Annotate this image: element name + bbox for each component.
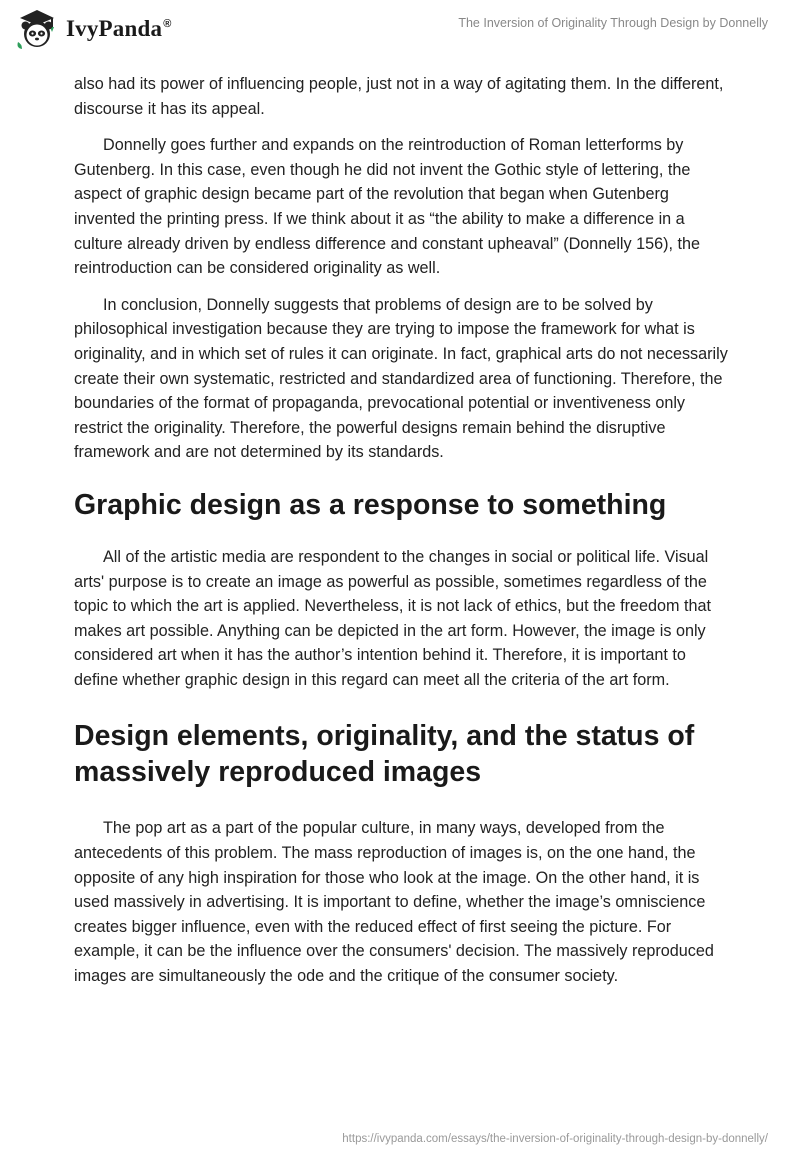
paragraph-artistic-media: All of the artistic media are respondent to the changes in social or political life. Visual arts' purpose is to create an image as powerful as possible, sometimes regardless of the topic to which the art is applied. Nevertheless, it is not lack of ethics, but the freedom that makes art possible. Anything can be depicted in the art form. However, the image is only considered art when it has the author’s intention behind it. Therefore, it is important to define whether graphic design in this regard can meet all the criteria of the art form. [74, 547, 712, 689]
paragraph-conclusion: In conclusion, Donnelly suggests that problems of design are to be solved by philosophical investigation because they are trying to impose the framework for what is originality, and in which set of rules it can originate. In fact, graphical arts do not necessarily create their own systematic, restricted and standardized area of functioning. Therefore, the boundaries of the format of propaganda, prevocational potential or inventiveness only restrict the originality. Therefore, the powerful designs remain behind the disruptive framework and are not determined by its standards. [74, 295, 728, 462]
panda-graduation-cap-icon [14, 8, 60, 50]
brand-name: IvyPanda® [66, 16, 172, 41]
section-heading-graphic-design-response: Graphic design as a response to something [74, 488, 667, 521]
brand-logo[interactable] [14, 8, 172, 50]
paragraph-gutenberg: Donnelly goes further and expands on the reintroduction of Roman letterforms by Gutenberg. In this case, even though he did not invent the Gothic style of lettering, the aspect of graphic design became part of the revolution that began when Gutenberg invented the printing press. If we think about it as “the ability to make a difference in a culture already driven by endless difference and constant upheaval” (Donnelly 156), the reintroduction can be considered originality as well. [74, 136, 701, 278]
source-url[interactable]: https://ivypanda.com/essays/the-inversion-of-originality-through-design-by-donnelly/ [342, 1133, 768, 1145]
essay-body [74, 72, 734, 1001]
paragraph-continuation: also had its power of influencing people, just not in a way of agitating them. In the different, discourse it has its appeal. [74, 75, 724, 118]
section-heading-design-elements: Design elements, originality, and the status of massively reproduced images [74, 720, 695, 789]
paragraph-pop-art: The pop art as a part of the popular culture, in many ways, developed from the antecedents of this problem. The mass reproduction of images is, on the one hand, the opposite of any high inspiration for those who look at the image. On the other hand, it is used massively in advertising. It is important to define, whether the image’s omniscience creates bigger influence, even with the reduced effect of first seeing the picture. For example, it can be the influence over the consumers' decision. The massively reproduced images are simultaneously the ode and the critique of the consumer society. [74, 819, 714, 986]
page-header [0, 0, 800, 60]
running-title: The Inversion of Originality Through Design by Donnelly [458, 16, 768, 30]
